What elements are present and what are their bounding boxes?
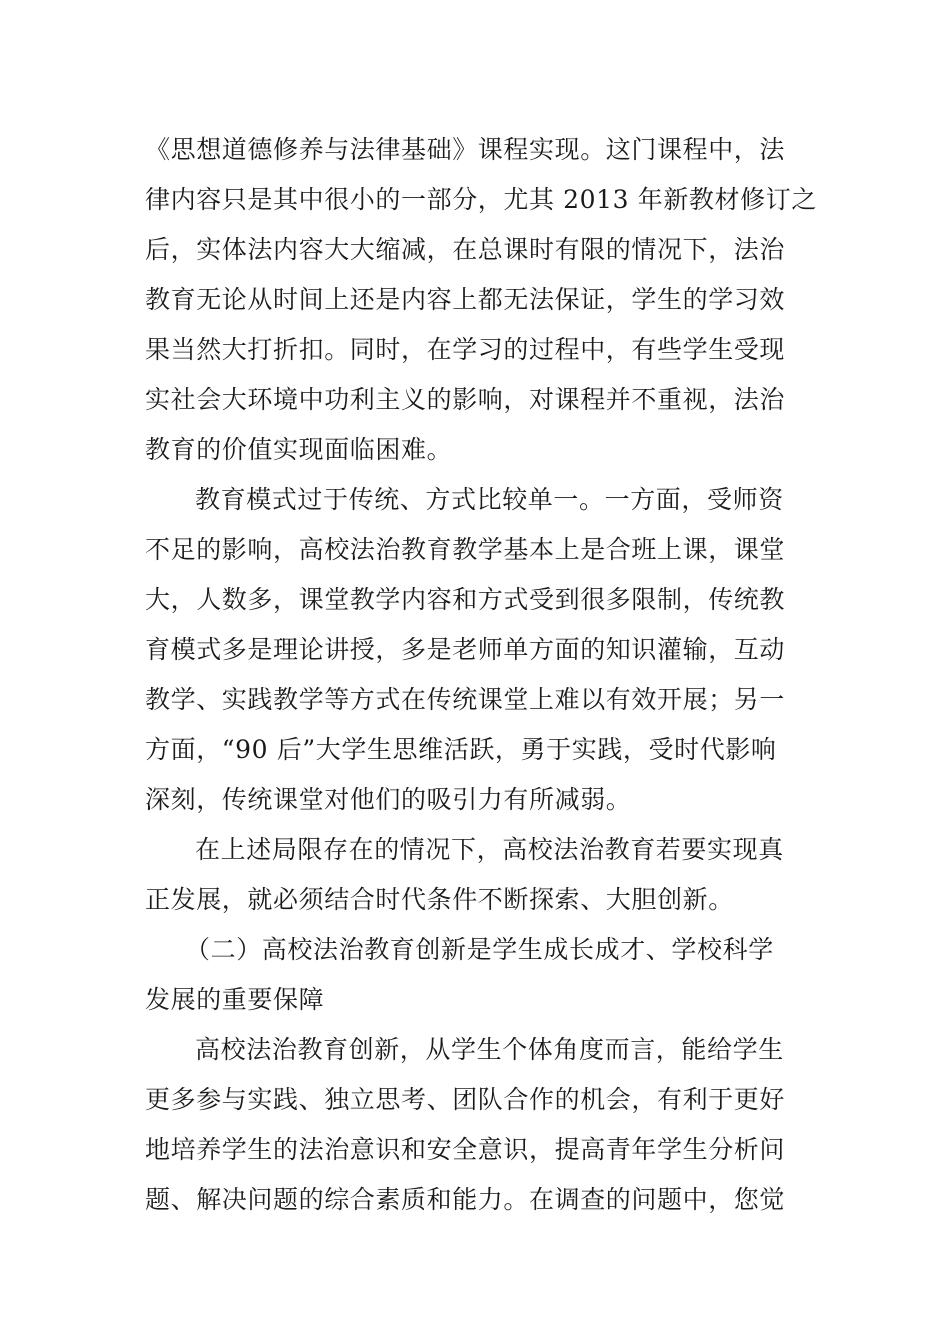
text-line-14: 深刻，传统课堂对他们的吸引力有所减弱。 (145, 785, 632, 814)
text-line-9: 不足的影响，高校法治教育教学基本上是合班上课，课堂 (145, 535, 786, 564)
text-line-22: 题、解决问题的综合素质和能力。在调查的问题中，您觉 (145, 1185, 786, 1214)
section-heading-continued: 发展的重要保障 (145, 985, 325, 1014)
section-heading: （二）高校法治教育创新是学生成长成才、学校科学 (185, 935, 774, 964)
text-line-6: 实社会大环境中功利主义的影响，对课程并不重视，法治 (145, 385, 786, 414)
paragraph-start: 在上述局限存在的情况下，高校法治教育若要实现真 (195, 835, 784, 864)
text-line-7: 教育的价值实现面临困难。 (145, 435, 453, 464)
text-line-4: 教育无论从时间上还是内容上都无法保证，学生的学习效 (145, 285, 786, 314)
text-line-12: 教学、实践教学等方式在传统课堂上难以有效开展；另一 (145, 685, 786, 714)
text-line-10: 大，人数多，课堂教学内容和方式受到很多限制，传统教 (145, 585, 786, 614)
text-line-2: 律内容只是其中很小的一部分，尤其 2013 年新教材修订之 (145, 185, 817, 214)
paragraph-start: 高校法治教育创新，从学生个体角度而言，能给学生 (195, 1035, 784, 1064)
text-line-5: 果当然大打折扣。同时，在学习的过程中，有些学生受现 (145, 335, 786, 364)
text-line-21: 地培养学生的法治意识和安全意识，提高青年学生分析问 (145, 1135, 786, 1164)
text-line-13: 方面，“90 后”大学生思维活跃，勇于实践，受时代影响 (145, 735, 777, 764)
text-line-1: 《思想道德修养与法律基础》课程实现。这门课程中，法 (145, 135, 786, 164)
paragraph-start: 教育模式过于传统、方式比较单一。一方面，受师资 (195, 485, 784, 514)
text-line-20: 更多参与实践、独立思考、团队合作的机会，有利于更好 (145, 1085, 786, 1114)
text-line-16: 正发展，就必须结合时代条件不断探索、大胆创新。 (145, 885, 734, 914)
text-line-11: 育模式多是理论讲授，多是老师单方面的知识灌输，互动 (145, 635, 786, 664)
text-line-3: 后，实体法内容大大缩减，在总课时有限的情况下，法治 (145, 235, 786, 264)
